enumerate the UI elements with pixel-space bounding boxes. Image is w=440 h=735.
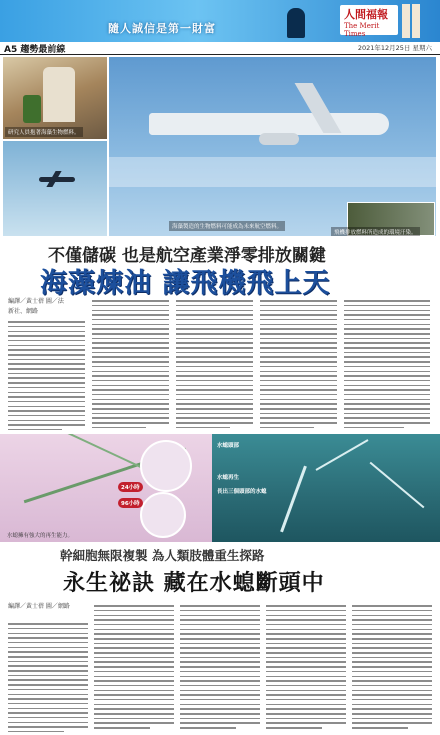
issue-date: 2021年12月25日 星期六 (357, 44, 432, 52)
article-byline: 編譯／黃士蓓 圖／網路 (8, 603, 70, 610)
logo-chinese: 人間福報 (344, 8, 388, 21)
article-kicker: 不僅儲碳 也是航空產業淨零排放關鍵 (48, 246, 326, 266)
hydra-tag: 長出三個頭部的水螅 (217, 489, 267, 495)
article-byline: 編譯／黃士蓓 圖／法新社、網路 (8, 298, 64, 315)
photo-caption: 飛機排放燃料所造成的環境汙染。 (331, 227, 420, 236)
article-column (92, 297, 169, 430)
photo-plane-flying (3, 141, 107, 236)
time-tag: 24小時 (118, 482, 143, 492)
petri-dish-icon (140, 440, 192, 492)
article-column (8, 318, 85, 430)
masthead-banner (0, 0, 440, 42)
article-headline: 永生祕訣 藏在水螅斷頭中 (63, 571, 325, 596)
photo-caption: 水螅擁有強大的再生能力。 (7, 533, 74, 539)
article-column (260, 297, 337, 430)
side-strip (412, 4, 420, 38)
article-column (180, 602, 260, 732)
article-headline: 海藻煉油 讓飛機飛上天 (40, 268, 331, 299)
section-header (0, 42, 440, 55)
photo-caption: 研究人員抱著海藻生物燃料。 (5, 127, 83, 137)
photo-lab-researcher (3, 57, 107, 139)
buddha-silhouette-icon (287, 8, 305, 38)
banner-slogan: 隨人誠信是第一財富 (108, 22, 216, 35)
section-name: A5 趨勢最前線 (4, 45, 66, 55)
time-tag: 96小時 (118, 498, 143, 508)
petri-dish-icon (140, 492, 186, 538)
article-column (266, 602, 346, 732)
hydra-tag: 水螅頭部 (217, 443, 240, 449)
logo-english: The Merit Times (344, 22, 380, 38)
article-kicker: 幹細胞無限複製 為人類肢體重生探路 (60, 548, 265, 563)
photo-caption: 海藻製造的生物燃料可能成為未來航空燃料。 (169, 221, 285, 231)
article-column (344, 297, 430, 430)
photo-hydra-regeneration (212, 434, 440, 542)
hydra-tag: 水螅再生 (217, 475, 240, 481)
article-column (8, 620, 88, 732)
photo-hydra-microscope (0, 434, 212, 542)
article-column (176, 297, 253, 430)
newspaper-logo (340, 5, 398, 38)
article-column (352, 602, 432, 732)
side-strip (402, 4, 410, 38)
photo-plane-contrails (109, 57, 436, 236)
article-column (94, 602, 174, 732)
